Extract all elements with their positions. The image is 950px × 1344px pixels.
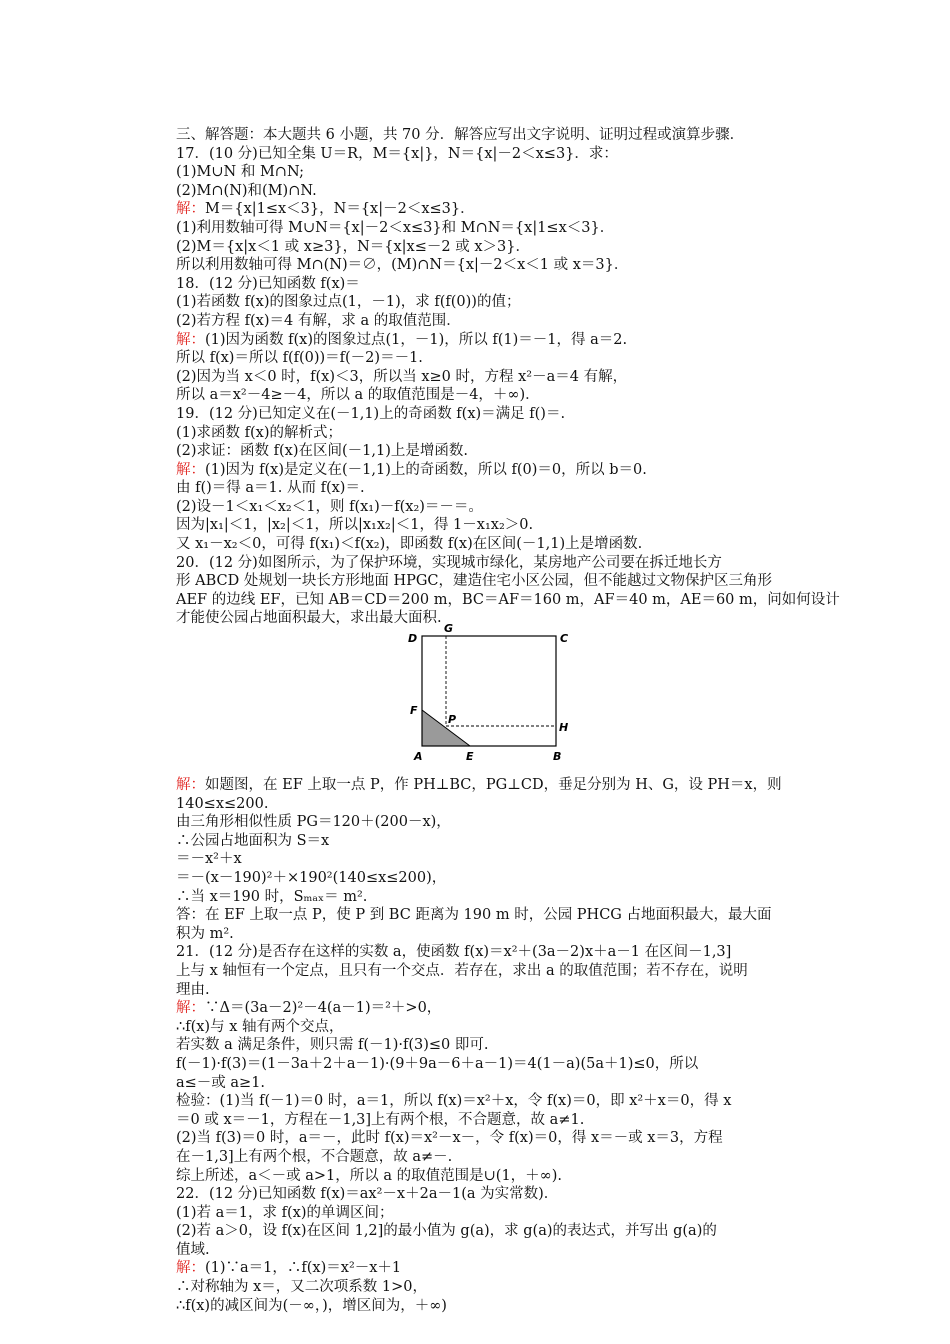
q21-stem3: 理由. bbox=[176, 981, 210, 998]
q21-sol7: ＝0 或 x＝－1，方程在－1,3]上有两个根，不合题意，故 a≠1. bbox=[176, 1111, 585, 1128]
label-b: B bbox=[553, 750, 562, 764]
q22-sol-text: (1)∵a＝1，∴f(x)＝x²－x＋1 bbox=[205, 1260, 402, 1277]
question-22 bbox=[176, 1185, 816, 1315]
q17-sol2: (1)利用数轴可得 M∪N＝{x|－2＜x≤3}和 M∩N＝{x|1≤x＜3}． bbox=[176, 219, 615, 236]
q21-sol10: 综上所述，a＜－或 a>1，所以 a 的取值范围是∪(1，＋∞). bbox=[176, 1167, 563, 1184]
q22-sol3: ∴f(x)的减区间为(－∞，)，增区间为，＋∞) bbox=[176, 1297, 447, 1314]
q21-sol-text: ∵Δ＝(3a－2)²－4(a－1)＝²＋>0， bbox=[205, 1000, 442, 1017]
solution-label: 解： bbox=[176, 777, 205, 794]
label-f: F bbox=[410, 704, 418, 718]
q20-sol8: 答：在 EF 上取一点 P，使 P 到 BC 距离为 190 m 时，公园 PHCG 占地面积最大，最大面 bbox=[176, 907, 772, 924]
document-content bbox=[176, 126, 840, 1315]
q18-stem: 18．(12 分)已知函数 f(x)＝ bbox=[176, 275, 360, 292]
q21-sol5: a≤－或 a≥1. bbox=[176, 1074, 266, 1091]
q18-part1: (1)若函数 f(x)的图象过点(1，－1)，求 f(f(0))的值； bbox=[176, 294, 521, 311]
q17-sol3: (2)M＝{x|x＜1 或 x≥3}，N＝{x|x≤－2 或 x＞3}． bbox=[176, 238, 530, 255]
q22-part2a: (2)若 a＞0，设 f(x)在区间 1,2]的最小值为 g(a)，求 g(a)的表达式，并写出 g(a)的 bbox=[176, 1223, 717, 1240]
q19-sol4: 因为|x₁|＜1，|x₂|＜1，所以|x₁x₂|＜1，得 1－x₁x₂＞0. bbox=[176, 517, 534, 534]
q20-sol3: 由三角形相似性质 PG＝120＋(200－x)， bbox=[176, 814, 451, 831]
q17-part1: (1)M∪N 和 M∩N; bbox=[176, 164, 304, 181]
q20-sol9: 积为 m². bbox=[176, 925, 234, 942]
q21-stem1: 21．(12 分)是否存在这样的实数 a，使函数 f(x)＝x²＋(3a－2)x＋a－1 在区间－1,3] bbox=[176, 944, 732, 961]
q21-sol6: 检验：(1)当 f(－1)＝0 时，a＝1，所以 f(x)＝x²＋x，令 f(x)＝0，即 x²＋x＝0，得 x bbox=[176, 1093, 732, 1110]
q20-solution-line bbox=[176, 776, 816, 795]
q19-solution-line bbox=[176, 461, 816, 480]
q20-stem3: AEF 的边线 EF，已知 AB＝CD＝200 m，BC＝AF＝160 m，AF＝40 m，AE＝60 m，问如何设计 bbox=[176, 591, 840, 608]
q19-sol2: 由 f()＝得 a＝1. 从而 f(x)＝. bbox=[176, 480, 365, 497]
q20-figure bbox=[176, 622, 816, 776]
q18-sol4: 所以 a＝x²－4≥－4，所以 a 的取值范围是－4，＋∞)． bbox=[176, 387, 540, 404]
q19-sol5: 又 x₁－x₂＜0，可得 f(x₁)＜f(x₂)，即函数 f(x)在区间(－1,1)上是增函数. bbox=[176, 536, 643, 553]
q19-sol3: (2)设－1＜x₁＜x₂＜1，则 f(x₁)－f(x₂)＝－＝。 bbox=[176, 498, 483, 515]
solution-label: 解： bbox=[176, 1260, 205, 1277]
q18-solution-line bbox=[176, 331, 816, 350]
q20-sol-text: 如题图，在 EF 上取一点 P，作 PH⊥BC，PG⊥CD，垂足分别为 H、G，设 PH＝x，则 bbox=[205, 777, 782, 794]
q20-stem2: 形 ABCD 处规划一块长方形地面 HPGC，建造住宅小区公园，但不能越过文物保护区三角形 bbox=[176, 573, 773, 590]
solution-label: 解： bbox=[176, 331, 205, 348]
q22-solution-line bbox=[176, 1259, 816, 1278]
q19-part1: (1)求函数 f(x)的解析式； bbox=[176, 424, 343, 441]
q19-sol-text: (1)因为 f(x)是定义在(－1,1)上的奇函数，所以 f(0)＝0，所以 b＝0. bbox=[205, 461, 647, 478]
q17-stem: 17．(10 分)已知全集 U＝R，M＝{x|}，N＝{x|－2＜x≤3}．求： bbox=[176, 145, 618, 162]
label-d: D bbox=[408, 632, 418, 646]
q19-stem: 19．(12 分)已知定义在(－1,1)上的奇函数 f(x)＝满足 f()＝. bbox=[176, 405, 566, 422]
question-20 bbox=[176, 554, 840, 944]
q22-part2b: 值域. bbox=[176, 1241, 210, 1258]
solution-label: 解： bbox=[176, 461, 205, 478]
q20-sol5: ＝－x²＋x bbox=[176, 851, 242, 868]
label-g-text: G bbox=[444, 622, 454, 635]
q18-sol-text: (1)因为函数 f(x)的图象过点(1，－1)，所以 f(1)＝－1，得 a＝2. bbox=[205, 331, 628, 348]
solution-label: 解： bbox=[176, 201, 205, 218]
q20-stem4: 才能使公园占地面积最大，求出最大面积. bbox=[176, 610, 442, 627]
q20-sol4: ∴公园占地面积为 S＝x bbox=[176, 832, 330, 849]
q22-sol2: ∴对称轴为 x＝，又二次项系数 1>0， bbox=[176, 1279, 427, 1296]
q21-sol4: f(－1)·f(3)＝(1－3a＋2＋a－1)·(9＋9a－6＋a－1)＝4(1－a)(5a＋1)≤0，所以 bbox=[176, 1055, 699, 1072]
triangle-aef bbox=[422, 710, 470, 746]
label-g-holder bbox=[442, 620, 462, 634]
label-e: E bbox=[466, 750, 474, 764]
q17-solution-line bbox=[176, 200, 816, 219]
q17-part2: (2)M∩(N)和(M)∩N. bbox=[176, 182, 317, 199]
rectangle-diagram bbox=[406, 632, 576, 768]
q21-stem2: 上与 x 轴恒有一个定点，且只有一个交点．若存在，求出 a 的取值范围；若不存在，说明 bbox=[176, 962, 748, 979]
question-19 bbox=[176, 405, 816, 554]
q21-sol9: 在－1,3]上有两个根，不合题意，故 a≠－. bbox=[176, 1148, 453, 1165]
label-a: A bbox=[414, 750, 423, 764]
label-h: H bbox=[559, 721, 569, 735]
q20-sol7: ∴当 x＝190 时，Sₘₐₓ＝ m². bbox=[176, 888, 368, 905]
section-header: 三、解答题：本大题共 6 小题，共 70 分．解答应写出文字说明、证明过程或演算步骤． bbox=[176, 127, 745, 143]
q21-sol3: 若实数 a 满足条件，则只需 f(－1)·f(3)≤0 即可. bbox=[176, 1037, 489, 1054]
q17-sol4: 所以利用数轴可得 M∩(N)＝∅，(M)∩N＝{x|－2＜x＜1 或 x＝3}． bbox=[176, 257, 629, 274]
q18-sol3: (2)因为当 x＜0 时，f(x)＜3，所以当 x≥0 时，方程 x²－a＝4 有解， bbox=[176, 368, 628, 385]
q18-part2: (2)若方程 f(x)＝4 有解，求 a 的取值范围． bbox=[176, 312, 461, 329]
question-21 bbox=[176, 943, 816, 1185]
solution-label: 解： bbox=[176, 1000, 205, 1017]
q20-sol2: 140≤x≤200. bbox=[176, 795, 269, 812]
q18-sol2: 所以 f(x)＝所以 f(f(0))＝f(－2)＝－1. bbox=[176, 350, 423, 367]
q21-sol8: (2)当 f(3)＝0 时，a＝－，此时 f(x)＝x²－x－，令 f(x)＝0，得 x＝－或 x＝3，方程 bbox=[176, 1130, 723, 1147]
question-17 bbox=[176, 145, 816, 275]
q19-part2: (2)求证：函数 f(x)在区间(－1,1)上是增函数. bbox=[176, 443, 468, 460]
label-p: P bbox=[448, 713, 457, 727]
q17-sol-text: M＝{x|1≤x＜3}，N＝{x|－2＜x≤3}． bbox=[205, 201, 475, 218]
label-c: C bbox=[560, 632, 569, 646]
question-18 bbox=[176, 275, 816, 405]
q20-sol6: ＝－(x－190)²＋×190²(140≤x≤200)， bbox=[176, 870, 447, 886]
q21-sol2: ∴f(x)与 x 轴有两个交点， bbox=[176, 1018, 344, 1035]
q22-stem: 22．(12 分)已知函数 f(x)＝ax²－x＋2a－1(a 为实常数)． bbox=[176, 1186, 559, 1203]
q21-solution-line bbox=[176, 999, 816, 1018]
q22-part1: (1)若 a＝1，求 f(x)的单调区间； bbox=[176, 1204, 394, 1221]
q20-stem1: 20．(12 分)如图所示，为了保护环境，实现城市绿化，某房地产公司要在拆迁地长方 bbox=[176, 554, 722, 571]
